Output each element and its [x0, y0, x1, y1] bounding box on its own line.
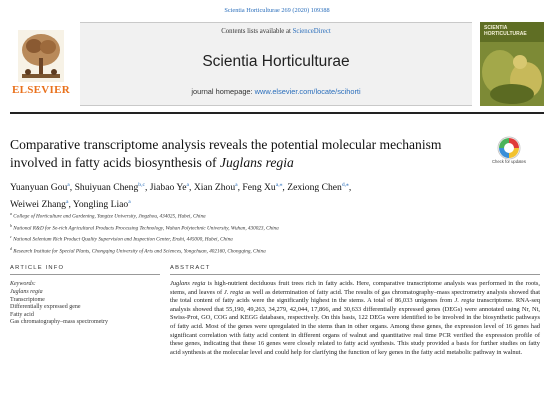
journal-header	[10, 22, 544, 106]
affiliation-item: $^b$ National R&D for Se-rich Agricultural Products Processing Technology, Wuhan Polytechnic University, Wuhan, 430023, China	[10, 222, 279, 232]
sciencedirect-link[interactable]: ScienceDirect	[292, 28, 331, 35]
affiliation-item: $^d$ Research Institute for Special Plants, Chongqing University of Arts and Sciences, Yongchuan, 402160, Chongqing, China	[10, 245, 266, 255]
contents-line	[80, 28, 472, 35]
contents-prefix: Contents lists available at	[221, 28, 293, 35]
affiliation-item: $^a$ College of Horticulture and Gardening, Yangtze University, Jingzhou, 434025, Hubei, China	[10, 211, 206, 220]
article-info-heading: ARTICLE INFO	[10, 265, 65, 271]
paper-title-species: Juglans regia	[219, 155, 294, 170]
cover-title: SCIENTIA HORTICULTURAE	[484, 25, 527, 37]
author[interactable]: Yuanyuan Gou$^a$,	[10, 182, 75, 194]
author-list	[10, 178, 530, 212]
journal-citation[interactable]: Scientia Horticulturae 269 (2020) 109388	[224, 7, 330, 14]
article-info-divider	[10, 274, 160, 275]
keywords-label: Keywords:	[10, 281, 36, 287]
header-divider	[10, 112, 544, 114]
author[interactable]: Yongling Liao$^a$	[72, 199, 131, 211]
journal-info-box	[80, 22, 472, 106]
journal-cover-image[interactable]	[480, 22, 544, 106]
author[interactable]: Shuiyuan Cheng$^{b,c}$,	[74, 182, 150, 194]
abstract-heading: ABSTRACT	[170, 265, 211, 271]
check-for-updates-icon[interactable]	[492, 134, 526, 172]
elsevier-logo[interactable]	[10, 22, 72, 106]
paper-title-text: Comparative transcriptome analysis reveals the potential molecular mechanism involved in fatty acids biosynthesis of	[10, 137, 442, 170]
keyword-item[interactable]: Transcriptome	[10, 296, 45, 303]
check-for-updates-label[interactable]: Check for updates	[492, 159, 526, 164]
homepage-link[interactable]: www.elsevier.com/locate/scihorti	[254, 87, 361, 96]
author[interactable]: Weiwei Zhang$^a$,	[10, 199, 73, 211]
keyword-item[interactable]: Gas chromatography–mass spectrometry	[10, 319, 108, 326]
keyword-item[interactable]: Juglans regia	[10, 289, 43, 295]
affiliations	[10, 210, 540, 256]
paper-title	[10, 136, 470, 172]
elsevier-tree-icon	[18, 30, 64, 82]
author[interactable]: Feng $Xu^{a,⁎}$,	[242, 182, 288, 194]
publisher-name: ELSEVIER	[11, 84, 71, 96]
keyword-item[interactable]: Fatty acid	[10, 311, 34, 318]
author[interactable]: Xian Zhou$^a$,	[193, 182, 243, 194]
author[interactable]: Jiabao Ye$^a$,	[149, 182, 194, 194]
abstract-divider	[170, 274, 540, 275]
affiliation-item: $^c$ National Selenium Rich Product Quality Supervision and Inspection Center, Enshi, 445000, Hubei, China	[10, 234, 233, 243]
author[interactable]: Zexiong Chen$^{d,⁎}$,	[287, 182, 352, 194]
homepage-prefix: journal homepage:	[191, 87, 255, 96]
journal-title[interactable]: Scientia Horticulturae	[202, 53, 350, 70]
keyword-list	[10, 289, 108, 327]
keyword-item[interactable]: Differentially expressed gene	[10, 304, 81, 311]
homepage-line	[80, 87, 472, 96]
abstract-text: Juglans regia is high-nutrient deciduous fruit trees rich in fatty acids. Here, comparative transcriptome analysis was performed in the roots, stems, and leaves of J. regia as well as determination of fatty acid. The results of gas chromatography–mass spectrometry analysis showed that the total content of fatty acids were the significantly highest in the stems. A total of 86,033 unigenes from J. regia transcriptome. RNA-seq analysis showed that 55,190, 49,263, 34,279, 42,044, 17,866, and 30,633 differentially expressed genes (DEGs) were annotated using Nr, Nt, Swiss-Prot, GO, COG and KEGG databases, respectively. On this basis, 122 DEGs were identified to be involved in the biosynthetic pathways of fatty acid. Most of the genes were upregulated in the stems than in other organs. Among these genes, the expression level of 16 genes had significant correlation with fatty acid content in different organs of walnut and quantitative real time PCR verified the expression profile of these genes, indicating that these 16 genes were closely related to fatty acid synthesis. This study provided a basis for further studies on fatty acid synthesis at the molecular level and could help for clarifying the function of key genes in the fatty acid metabolic pathway in walnut.	[170, 280, 540, 356]
